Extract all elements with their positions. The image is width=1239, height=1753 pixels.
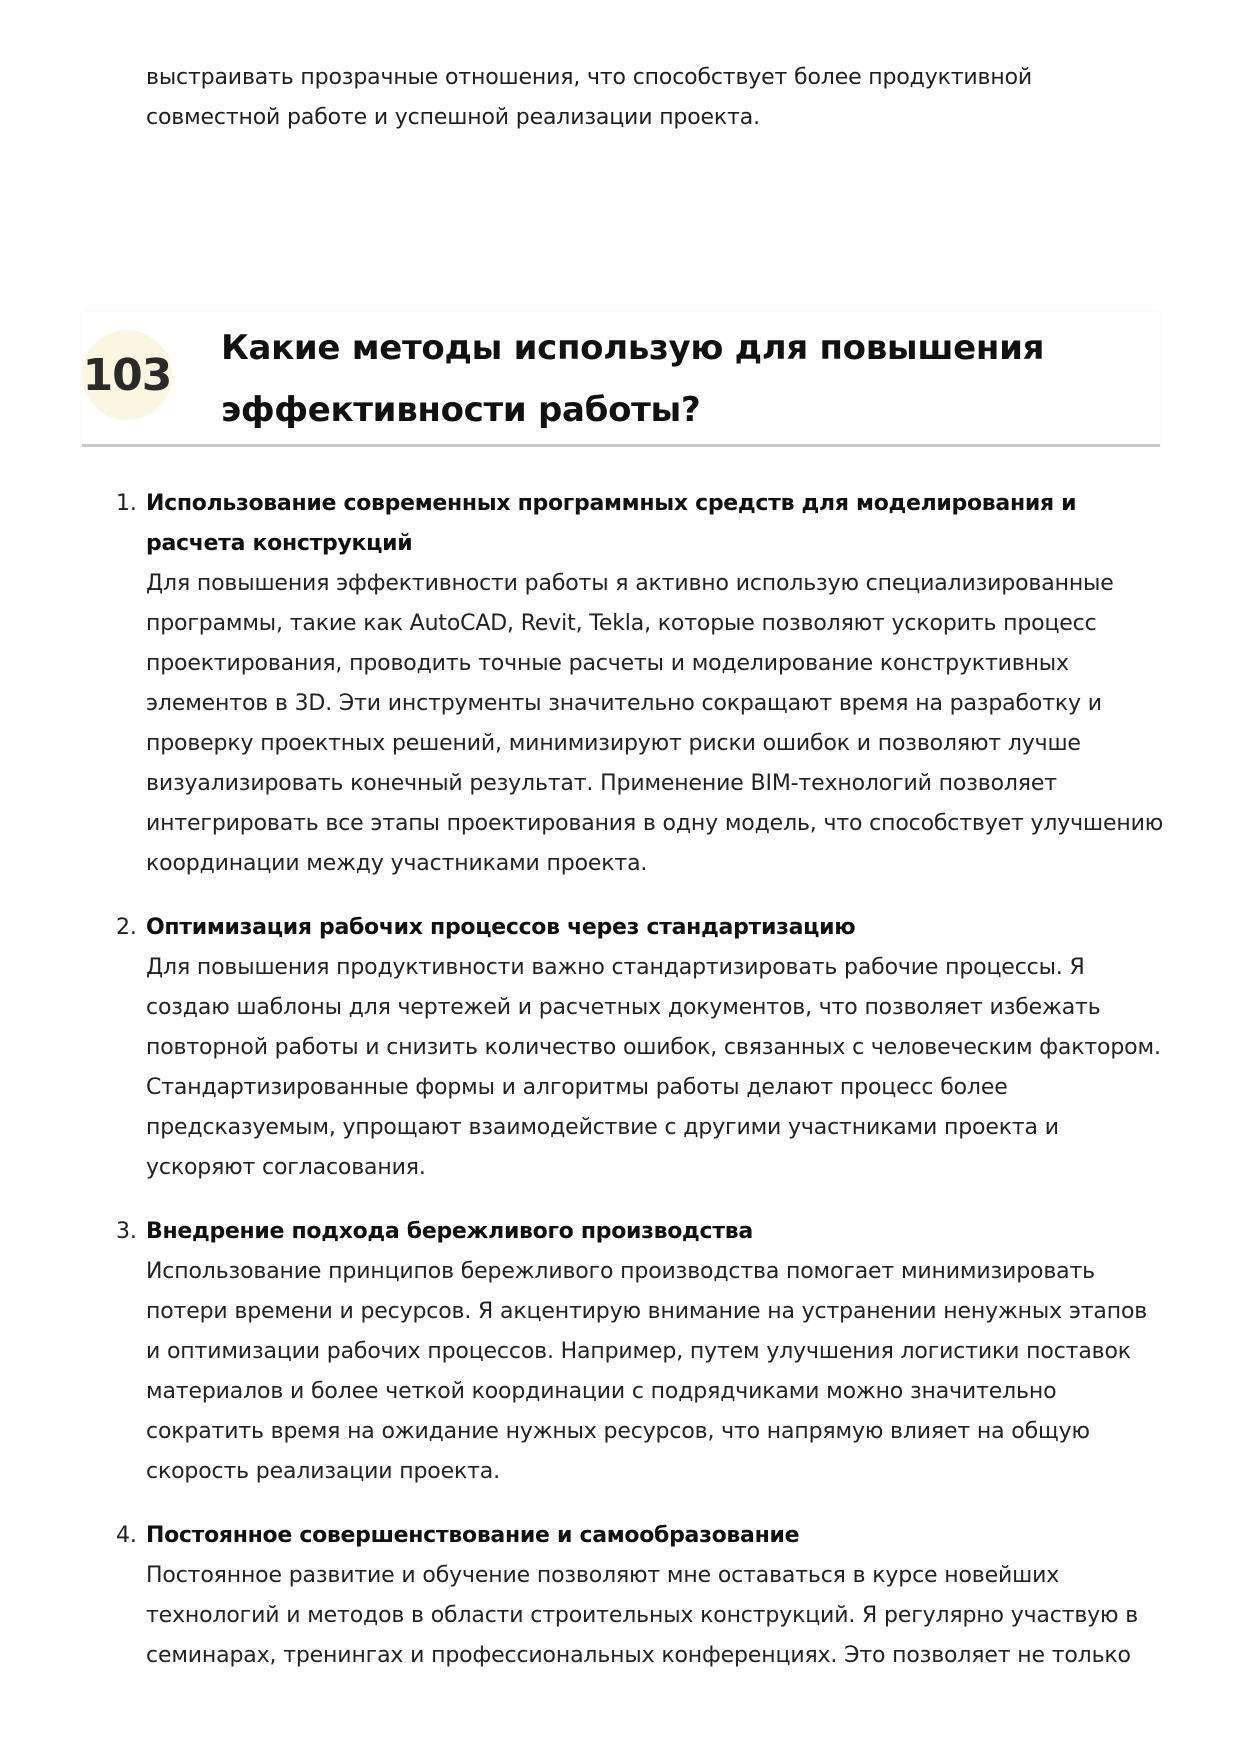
list-item: [116, 1212, 1166, 1492]
list-item-body: Для повышения продуктивности важно стандартизировать рабочие процессы. Я создаю шаблоны для чертежей и расчетных документов, что позволяет избежать повторной работы и снизить количество ошибок, связанных с человеческим фактором. Стандартизированные формы и алгоритмы работы делают процесс более предсказуемым, упрощают взаимодействие с другими участниками проекта и ускоряют согласования.: [146, 955, 1161, 1180]
intro-text: выстраивать прозрачные отношения, что способствует более продуктивной совместной работе и успешной реализации проекта.: [146, 65, 1033, 130]
list-item-number: 1.: [116, 491, 137, 516]
list-item-number: 2.: [116, 915, 137, 940]
list-item: [116, 1516, 1166, 1676]
list-item-body: Постоянное развитие и обучение позволяют мне оставаться в курсе новейших технологий и методов в области строительных конструкций. Я регулярно участвую в семинарах, тренингах и профессиональных конференциях. Это позволяет не только: [146, 1563, 1139, 1668]
list-item-body: Использование принципов бережливого производства помогает минимизировать потери времени и ресурсов. Я акцентирую внимание на устранении ненужных этапов и оптимизации рабочих процессов. Например, путем улучшения логистики поставок материалов и более четкой координации с подрядчиками можно значительно сократить время на ожидание нужных ресурсов, что напрямую влияет на общую скорость реализации проекта.: [146, 1259, 1148, 1484]
list-item-title: Использование современных программных средств для моделирования и расчета конструкций: [146, 491, 1077, 556]
intro-paragraph: [146, 58, 1146, 138]
list-item-title: Внедрение подхода бережливого производства: [146, 1219, 753, 1244]
list-item-number: 4.: [116, 1523, 137, 1548]
question-title: Какие методы использую для повышения эффективности работы?: [221, 328, 1045, 430]
list-item-body: Для повышения эффективности работы я активно использую специализированные программы, такие как AutoCAD, Revit, Tekla, которые позволяют ускорить процесс проектирования, проводить точные расчеты и моделирование конструктивных элементов в 3D. Эти инструменты значительно сокращают время на разработку и проверку проектных решений, минимизируют риски ошибок и позволяют лучше визуализировать конечный результат. Применение BIM-технологий позволяет интегрировать все этапы проектирования в одну модель, что способствует улучшению координации между участниками проекта.: [146, 571, 1164, 876]
list-item-title: Постоянное совершенствование и самообразование: [146, 1523, 800, 1548]
list-item-title: Оптимизация рабочих процессов через стандартизацию: [146, 915, 856, 940]
list-item: [116, 908, 1166, 1188]
answer-list: [116, 484, 1166, 1700]
question-header: [82, 312, 1160, 447]
list-item: [116, 484, 1166, 884]
question-number-badge: 103: [82, 330, 172, 420]
list-item-number: 3.: [116, 1219, 137, 1244]
